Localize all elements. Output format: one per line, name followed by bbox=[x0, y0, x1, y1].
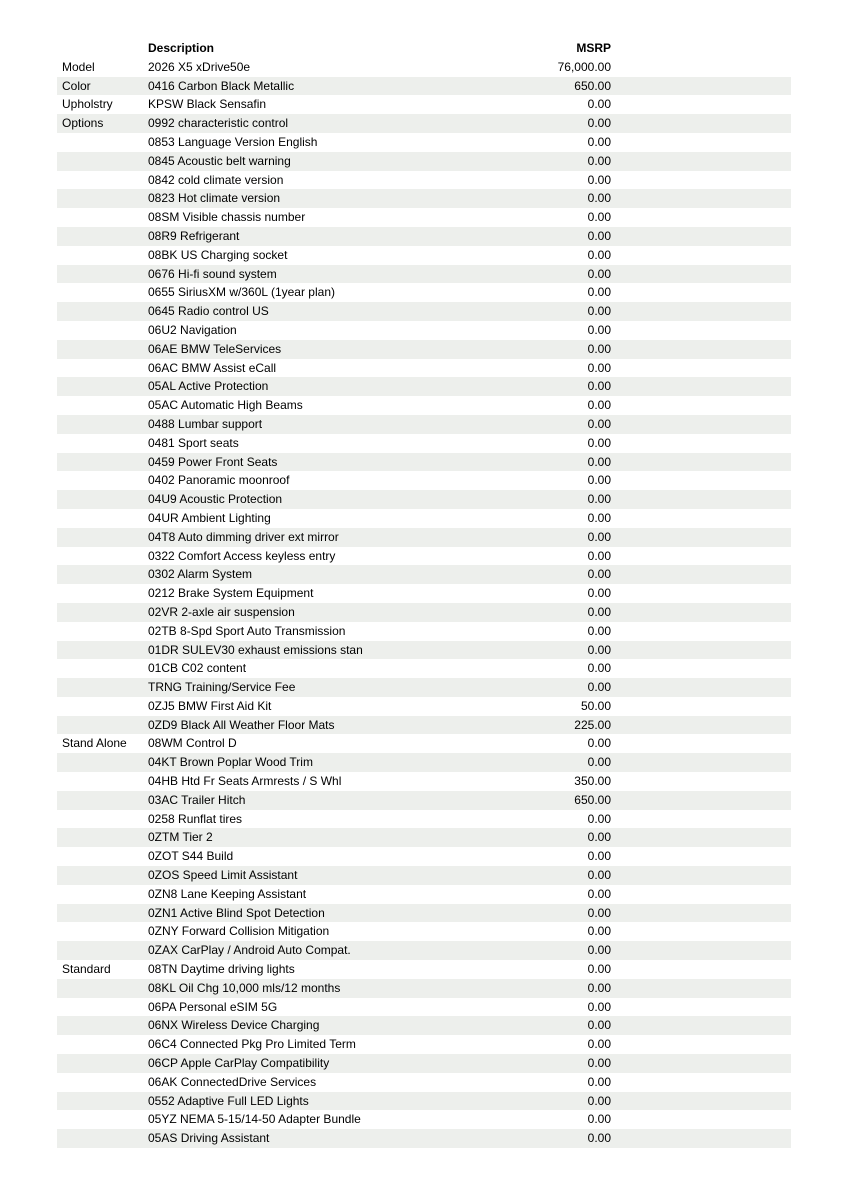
table-row bbox=[57, 753, 791, 772]
row-spacer bbox=[611, 1110, 791, 1129]
row-spacer bbox=[611, 189, 791, 208]
description-cell: 06AC BMW Assist eCall bbox=[148, 360, 277, 375]
msrp-cell: 0.00 bbox=[587, 1112, 611, 1127]
row-spacer bbox=[611, 622, 791, 641]
msrp-cell: 76,000.00 bbox=[557, 59, 611, 74]
description-cell: 08TN Daytime driving lights bbox=[148, 962, 295, 977]
msrp-cell: 0.00 bbox=[587, 360, 611, 375]
description-cell: 0302 Alarm System bbox=[148, 567, 253, 582]
category-cell bbox=[57, 1110, 148, 1129]
row-spacer bbox=[611, 152, 791, 171]
msrp-cell: 50.00 bbox=[580, 698, 611, 713]
row-spacer bbox=[611, 922, 791, 941]
category-cell bbox=[57, 246, 148, 265]
row-spacer bbox=[611, 941, 791, 960]
description-cell: 04T8 Auto dimming driver ext mirror bbox=[148, 529, 339, 544]
msrp-cell: 0.00 bbox=[587, 886, 611, 901]
description-cell: 0823 Hot climate version bbox=[148, 191, 281, 206]
category-cell bbox=[57, 828, 148, 847]
category-cell bbox=[57, 171, 148, 190]
category-column-header bbox=[57, 39, 148, 58]
msrp-cell: 0.00 bbox=[587, 980, 611, 995]
description-cell: 0ZAX CarPlay / Android Auto Compat. bbox=[148, 943, 351, 958]
vehicle-options-pricing-table bbox=[57, 39, 791, 1148]
table-body bbox=[57, 58, 791, 1148]
row-spacer bbox=[611, 283, 791, 302]
table-row bbox=[57, 509, 791, 528]
description-column-header: Description bbox=[148, 41, 215, 55]
category-cell bbox=[57, 302, 148, 321]
row-spacer bbox=[611, 847, 791, 866]
table-row bbox=[57, 960, 791, 979]
description-cell: 0402 Panoramic moonroof bbox=[148, 473, 290, 488]
category-cell bbox=[57, 941, 148, 960]
description-cell: KPSW Black Sensafin bbox=[148, 97, 267, 112]
msrp-cell: 0.00 bbox=[587, 473, 611, 488]
row-spacer bbox=[611, 772, 791, 791]
description-cell: 0645 Radio control US bbox=[148, 304, 269, 319]
msrp-cell: 0.00 bbox=[587, 116, 611, 131]
description-cell: 0ZOT S44 Build bbox=[148, 849, 234, 864]
category-cell bbox=[57, 847, 148, 866]
msrp-cell: 0.00 bbox=[587, 1037, 611, 1052]
category-cell bbox=[57, 1129, 148, 1148]
description-cell: 06U2 Navigation bbox=[148, 322, 237, 337]
category-cell bbox=[57, 1092, 148, 1111]
category-cell bbox=[57, 547, 148, 566]
table-row bbox=[57, 922, 791, 941]
row-spacer bbox=[611, 979, 791, 998]
msrp-cell: 650.00 bbox=[574, 792, 611, 807]
msrp-cell: 0.00 bbox=[587, 1074, 611, 1089]
table-row bbox=[57, 377, 791, 396]
row-spacer bbox=[611, 377, 791, 396]
row-spacer bbox=[611, 227, 791, 246]
msrp-cell: 0.00 bbox=[587, 999, 611, 1014]
msrp-cell: 0.00 bbox=[587, 849, 611, 864]
table-row bbox=[57, 904, 791, 923]
category-cell bbox=[57, 753, 148, 772]
table-row bbox=[57, 979, 791, 998]
table-row bbox=[57, 95, 791, 114]
table-row bbox=[57, 622, 791, 641]
msrp-column-header: MSRP bbox=[576, 41, 611, 55]
category-cell bbox=[57, 133, 148, 152]
category-cell bbox=[57, 453, 148, 472]
table-row bbox=[57, 265, 791, 284]
table-row bbox=[57, 547, 791, 566]
row-spacer bbox=[611, 246, 791, 265]
description-cell: 04UR Ambient Lighting bbox=[148, 510, 271, 525]
table-row bbox=[57, 1073, 791, 1092]
category-cell bbox=[57, 1073, 148, 1092]
msrp-cell: 0.00 bbox=[587, 341, 611, 356]
description-cell: 0258 Runflat tires bbox=[148, 811, 243, 826]
table-row bbox=[57, 941, 791, 960]
table-row bbox=[57, 453, 791, 472]
category-cell bbox=[57, 509, 148, 528]
description-cell: 0ZD9 Black All Weather Floor Mats bbox=[148, 717, 335, 732]
table-row bbox=[57, 734, 791, 753]
category-cell: Standard bbox=[62, 962, 111, 977]
msrp-cell: 0.00 bbox=[587, 661, 611, 676]
table-row bbox=[57, 772, 791, 791]
row-spacer bbox=[611, 904, 791, 923]
category-cell bbox=[57, 321, 148, 340]
category-cell bbox=[57, 885, 148, 904]
msrp-cell: 0.00 bbox=[587, 642, 611, 657]
row-spacer bbox=[611, 791, 791, 810]
category-cell bbox=[57, 152, 148, 171]
description-cell: 0ZN1 Active Blind Spot Detection bbox=[148, 905, 325, 920]
row-spacer bbox=[611, 453, 791, 472]
table-row bbox=[57, 246, 791, 265]
category-cell bbox=[57, 396, 148, 415]
table-row bbox=[57, 415, 791, 434]
category-cell bbox=[57, 603, 148, 622]
table-row bbox=[57, 828, 791, 847]
table-row bbox=[57, 697, 791, 716]
row-spacer bbox=[611, 396, 791, 415]
category-cell bbox=[57, 998, 148, 1017]
table-row bbox=[57, 77, 791, 96]
category-cell bbox=[57, 716, 148, 735]
description-cell: 0853 Language Version English bbox=[148, 134, 318, 149]
description-cell: 0842 cold climate version bbox=[148, 172, 284, 187]
msrp-cell: 0.00 bbox=[587, 210, 611, 225]
description-cell: 06NX Wireless Device Charging bbox=[148, 1018, 320, 1033]
category-cell bbox=[57, 283, 148, 302]
table-row bbox=[57, 584, 791, 603]
description-cell: 0322 Comfort Access keyless entry bbox=[148, 548, 336, 563]
msrp-cell: 0.00 bbox=[587, 548, 611, 563]
description-cell: 04KT Brown Poplar Wood Trim bbox=[148, 755, 313, 770]
category-cell bbox=[57, 678, 148, 697]
row-spacer bbox=[611, 734, 791, 753]
msrp-cell: 0.00 bbox=[587, 529, 611, 544]
category-cell: Upholstry bbox=[62, 97, 113, 112]
description-cell: 0992 characteristic control bbox=[148, 116, 289, 131]
row-spacer bbox=[611, 603, 791, 622]
table-row bbox=[57, 152, 791, 171]
table-row bbox=[57, 208, 791, 227]
msrp-cell: 0.00 bbox=[587, 379, 611, 394]
category-cell bbox=[57, 434, 148, 453]
msrp-cell: 0.00 bbox=[587, 454, 611, 469]
description-cell: 0459 Power Front Seats bbox=[148, 454, 278, 469]
table-row bbox=[57, 1035, 791, 1054]
description-cell: 05AL Active Protection bbox=[148, 379, 269, 394]
row-spacer bbox=[611, 114, 791, 133]
msrp-cell: 0.00 bbox=[587, 153, 611, 168]
table-row bbox=[57, 58, 791, 77]
msrp-cell: 225.00 bbox=[574, 717, 611, 732]
msrp-cell: 0.00 bbox=[587, 811, 611, 826]
msrp-cell: 0.00 bbox=[587, 962, 611, 977]
table-row bbox=[57, 810, 791, 829]
category-cell bbox=[57, 1035, 148, 1054]
table-row bbox=[57, 716, 791, 735]
description-cell: 06PA Personal eSIM 5G bbox=[148, 999, 278, 1014]
description-cell: 08SM Visible chassis number bbox=[148, 210, 306, 225]
description-cell: 08KL Oil Chg 10,000 mls/12 months bbox=[148, 980, 341, 995]
category-cell bbox=[57, 208, 148, 227]
msrp-cell: 0.00 bbox=[587, 398, 611, 413]
category-cell bbox=[57, 866, 148, 885]
msrp-cell: 0.00 bbox=[587, 1131, 611, 1146]
category-cell bbox=[57, 791, 148, 810]
msrp-cell: 0.00 bbox=[587, 322, 611, 337]
row-spacer bbox=[611, 1073, 791, 1092]
category-cell bbox=[57, 359, 148, 378]
msrp-cell: 0.00 bbox=[587, 943, 611, 958]
msrp-cell: 0.00 bbox=[587, 97, 611, 112]
table-row bbox=[57, 659, 791, 678]
msrp-cell: 0.00 bbox=[587, 285, 611, 300]
category-cell bbox=[57, 471, 148, 490]
category-cell bbox=[57, 490, 148, 509]
category-cell bbox=[57, 1016, 148, 1035]
description-cell: 06C4 Connected Pkg Pro Limited Term bbox=[148, 1037, 356, 1052]
table-row bbox=[57, 471, 791, 490]
msrp-cell: 0.00 bbox=[587, 247, 611, 262]
category-cell: Options bbox=[62, 116, 104, 131]
description-cell: 0212 Brake System Equipment bbox=[148, 586, 314, 601]
category-cell bbox=[57, 565, 148, 584]
category-cell bbox=[57, 772, 148, 791]
row-spacer bbox=[611, 885, 791, 904]
description-cell: 02TB 8-Spd Sport Auto Transmission bbox=[148, 623, 346, 638]
description-cell: 0ZTM Tier 2 bbox=[148, 830, 213, 845]
msrp-cell: 0.00 bbox=[587, 266, 611, 281]
description-cell: 0ZNY Forward Collision Mitigation bbox=[148, 924, 330, 939]
row-spacer bbox=[611, 1016, 791, 1035]
category-cell bbox=[57, 415, 148, 434]
description-cell: 04U9 Acoustic Protection bbox=[148, 492, 283, 507]
description-cell: 0ZN8 Lane Keeping Assistant bbox=[148, 886, 307, 901]
msrp-cell: 0.00 bbox=[587, 604, 611, 619]
table-row bbox=[57, 114, 791, 133]
msrp-cell: 0.00 bbox=[587, 736, 611, 751]
msrp-cell: 350.00 bbox=[574, 774, 611, 789]
table-row bbox=[57, 133, 791, 152]
msrp-cell: 0.00 bbox=[587, 830, 611, 845]
table-row bbox=[57, 998, 791, 1017]
row-spacer bbox=[611, 415, 791, 434]
msrp-cell: 0.00 bbox=[587, 492, 611, 507]
msrp-cell: 650.00 bbox=[574, 78, 611, 93]
msrp-cell: 0.00 bbox=[587, 416, 611, 431]
table-row bbox=[57, 283, 791, 302]
msrp-cell: 0.00 bbox=[587, 623, 611, 638]
category-cell bbox=[57, 528, 148, 547]
msrp-cell: 0.00 bbox=[587, 435, 611, 450]
header-spacer bbox=[611, 39, 791, 58]
description-cell: 06AK ConnectedDrive Services bbox=[148, 1074, 317, 1089]
msrp-cell: 0.00 bbox=[587, 510, 611, 525]
row-spacer bbox=[611, 471, 791, 490]
msrp-cell: 0.00 bbox=[587, 755, 611, 770]
row-spacer bbox=[611, 678, 791, 697]
description-cell: 02VR 2-axle air suspension bbox=[148, 604, 295, 619]
category-cell: Color bbox=[62, 78, 91, 93]
description-cell: 0488 Lumbar support bbox=[148, 416, 263, 431]
table-row bbox=[57, 189, 791, 208]
table-row bbox=[57, 791, 791, 810]
category-cell bbox=[57, 979, 148, 998]
msrp-cell: 0.00 bbox=[587, 680, 611, 695]
row-spacer bbox=[611, 753, 791, 772]
table-row bbox=[57, 171, 791, 190]
description-cell: 08WM Control D bbox=[148, 736, 237, 751]
row-spacer bbox=[611, 302, 791, 321]
row-spacer bbox=[611, 321, 791, 340]
category-cell: Stand Alone bbox=[62, 736, 127, 751]
description-cell: 06CP Apple CarPlay Compatibility bbox=[148, 1056, 330, 1071]
row-spacer bbox=[611, 565, 791, 584]
description-cell: 0552 Adaptive Full LED Lights bbox=[148, 1093, 309, 1108]
category-cell: Model bbox=[62, 59, 95, 74]
row-spacer bbox=[611, 434, 791, 453]
table-row bbox=[57, 1110, 791, 1129]
row-spacer bbox=[611, 584, 791, 603]
msrp-cell: 0.00 bbox=[587, 868, 611, 883]
table-row bbox=[57, 359, 791, 378]
description-cell: 0845 Acoustic belt warning bbox=[148, 153, 291, 168]
table-row bbox=[57, 1092, 791, 1111]
table-row bbox=[57, 396, 791, 415]
msrp-cell: 0.00 bbox=[587, 172, 611, 187]
description-cell: 0676 Hi-fi sound system bbox=[148, 266, 277, 281]
msrp-cell: 0.00 bbox=[587, 586, 611, 601]
description-cell: 08BK US Charging socket bbox=[148, 247, 288, 262]
table-row bbox=[57, 885, 791, 904]
description-cell: 0655 SiriusXM w/360L (1year plan) bbox=[148, 285, 335, 300]
description-cell: 0ZJ5 BMW First Aid Kit bbox=[148, 698, 272, 713]
description-cell: 06AE BMW TeleServices bbox=[148, 341, 282, 356]
row-spacer bbox=[611, 133, 791, 152]
row-spacer bbox=[611, 547, 791, 566]
category-cell bbox=[57, 922, 148, 941]
category-cell bbox=[57, 659, 148, 678]
table-row bbox=[57, 565, 791, 584]
row-spacer bbox=[611, 77, 791, 96]
table-row bbox=[57, 528, 791, 547]
description-cell: TRNG Training/Service Fee bbox=[148, 680, 296, 695]
description-cell: 05AC Automatic High Beams bbox=[148, 398, 303, 413]
row-spacer bbox=[611, 265, 791, 284]
row-spacer bbox=[611, 359, 791, 378]
row-spacer bbox=[611, 58, 791, 77]
row-spacer bbox=[611, 641, 791, 660]
description-cell: 2026 X5 xDrive50e bbox=[148, 59, 251, 74]
category-cell bbox=[57, 1054, 148, 1073]
row-spacer bbox=[611, 528, 791, 547]
msrp-cell: 0.00 bbox=[587, 567, 611, 582]
table-row bbox=[57, 866, 791, 885]
category-cell bbox=[57, 377, 148, 396]
msrp-cell: 0.00 bbox=[587, 1018, 611, 1033]
description-cell: 0ZOS Speed Limit Assistant bbox=[148, 868, 298, 883]
table-row bbox=[57, 321, 791, 340]
category-cell bbox=[57, 904, 148, 923]
category-cell bbox=[57, 265, 148, 284]
row-spacer bbox=[611, 998, 791, 1017]
msrp-cell: 0.00 bbox=[587, 1056, 611, 1071]
row-spacer bbox=[611, 810, 791, 829]
table-header-row bbox=[57, 39, 791, 58]
description-cell: 01CB C02 content bbox=[148, 661, 247, 676]
row-spacer bbox=[611, 509, 791, 528]
row-spacer bbox=[611, 659, 791, 678]
category-cell bbox=[57, 584, 148, 603]
category-cell bbox=[57, 340, 148, 359]
msrp-cell: 0.00 bbox=[587, 304, 611, 319]
row-spacer bbox=[611, 697, 791, 716]
description-cell: 0481 Sport seats bbox=[148, 435, 239, 450]
table-row bbox=[57, 340, 791, 359]
table-row bbox=[57, 641, 791, 660]
table-row bbox=[57, 603, 791, 622]
table-row bbox=[57, 1054, 791, 1073]
msrp-cell: 0.00 bbox=[587, 1093, 611, 1108]
description-cell: 0416 Carbon Black Metallic bbox=[148, 78, 295, 93]
row-spacer bbox=[611, 960, 791, 979]
category-cell bbox=[57, 189, 148, 208]
row-spacer bbox=[611, 340, 791, 359]
row-spacer bbox=[611, 866, 791, 885]
row-spacer bbox=[611, 490, 791, 509]
row-spacer bbox=[611, 208, 791, 227]
msrp-cell: 0.00 bbox=[587, 228, 611, 243]
table-row bbox=[57, 302, 791, 321]
category-cell bbox=[57, 697, 148, 716]
table-row bbox=[57, 434, 791, 453]
table-row bbox=[57, 1129, 791, 1148]
description-cell: 08R9 Refrigerant bbox=[148, 228, 240, 243]
row-spacer bbox=[611, 95, 791, 114]
row-spacer bbox=[611, 1035, 791, 1054]
category-cell bbox=[57, 810, 148, 829]
description-cell: 05AS Driving Assistant bbox=[148, 1131, 270, 1146]
table-row bbox=[57, 227, 791, 246]
row-spacer bbox=[611, 716, 791, 735]
msrp-cell: 0.00 bbox=[587, 905, 611, 920]
row-spacer bbox=[611, 828, 791, 847]
description-cell: 05YZ NEMA 5-15/14-50 Adapter Bundle bbox=[148, 1112, 361, 1127]
table-row bbox=[57, 1016, 791, 1035]
row-spacer bbox=[611, 1129, 791, 1148]
table-row bbox=[57, 490, 791, 509]
row-spacer bbox=[611, 1092, 791, 1111]
msrp-cell: 0.00 bbox=[587, 134, 611, 149]
description-cell: 03AC Trailer Hitch bbox=[148, 792, 246, 807]
category-cell bbox=[57, 227, 148, 246]
category-cell bbox=[57, 641, 148, 660]
msrp-cell: 0.00 bbox=[587, 924, 611, 939]
row-spacer bbox=[611, 171, 791, 190]
row-spacer bbox=[611, 1054, 791, 1073]
description-cell: 04HB Htd Fr Seats Armrests / S Whl bbox=[148, 774, 342, 789]
table-row bbox=[57, 678, 791, 697]
description-cell: 01DR SULEV30 exhaust emissions stan bbox=[148, 642, 363, 657]
msrp-cell: 0.00 bbox=[587, 191, 611, 206]
table-row bbox=[57, 847, 791, 866]
category-cell bbox=[57, 622, 148, 641]
